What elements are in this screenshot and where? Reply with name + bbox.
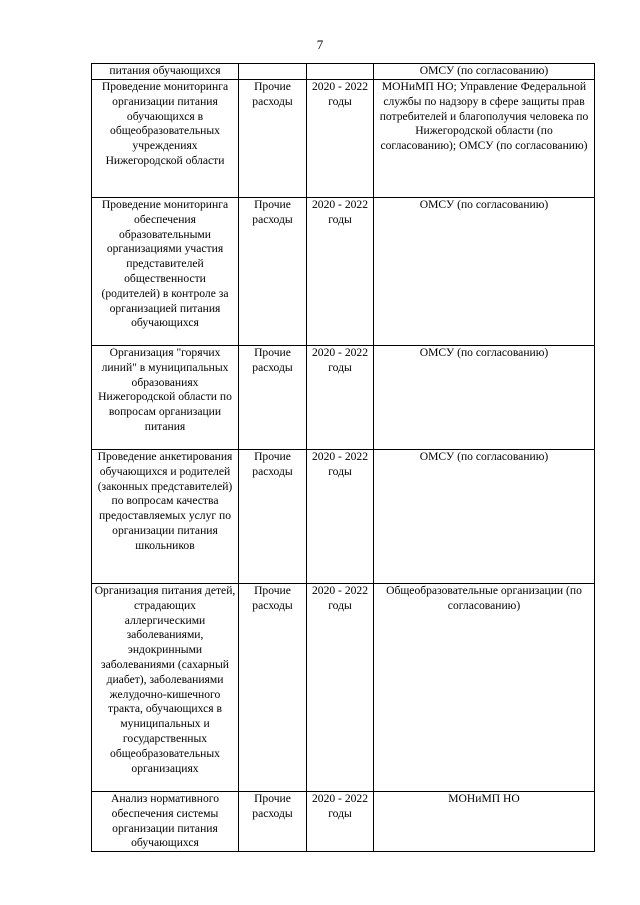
responsible-cell: ОМСУ (по согласованию) [374, 64, 595, 80]
table-row [92, 792, 595, 852]
table-row [92, 584, 595, 792]
table-row [92, 450, 595, 584]
measure-cell: питания обучающихся [92, 64, 239, 80]
funding-cell: Прочие расходы [239, 80, 307, 198]
responsible-cell: ОМСУ (по согласованию) [374, 450, 595, 584]
measure-cell: Проведение мониторинга обеспечения образовательными организациями участия представителей общественности (родителей) в контроле за организацией питания обучающихся [92, 198, 239, 346]
responsible-cell: МОНиМП НО; Управление Федеральной службы по надзору в сфере защиты прав потребителей и благополучия человека по Нижегородской области (по согласованию); ОМСУ (по согласованию) [374, 80, 595, 198]
measure-cell: Проведение анкетирования обучающихся и родителей (законных представителей) по вопросам качества предоставляемых услуг по организации питания школьников [92, 450, 239, 584]
period-cell: 2020 - 2022 годы [307, 198, 374, 346]
responsible-cell: ОМСУ (по согласованию) [374, 346, 595, 450]
table-row [92, 64, 595, 80]
period-cell: 2020 - 2022 годы [307, 346, 374, 450]
period-cell: 2020 - 2022 годы [307, 584, 374, 792]
period-cell [307, 64, 374, 80]
responsible-cell: МОНиМП НО [374, 792, 595, 852]
measures-table [91, 63, 595, 852]
funding-cell: Прочие расходы [239, 450, 307, 584]
responsible-cell: ОМСУ (по согласованию) [374, 198, 595, 346]
measure-cell: Проведение мониторинга организации питания обучающихся в общеобразовательных учреждениях Нижегородской области [92, 80, 239, 198]
period-cell: 2020 - 2022 годы [307, 80, 374, 198]
funding-cell [239, 64, 307, 80]
funding-cell: Прочие расходы [239, 792, 307, 852]
table-row [92, 80, 595, 198]
responsible-cell: Общеобразовательные организации (по согласованию) [374, 584, 595, 792]
measure-cell: Организация питания детей, страдающих аллергическими заболеваниями, эндокринными заболеваниями (сахарный диабет), заболеваниями желудочно-кишечного тракта, обучающихся в муниципальных и государственных общеобразовательных организациях [92, 584, 239, 792]
period-cell: 2020 - 2022 годы [307, 450, 374, 584]
measure-cell: Организация "горячих линий" в муниципальных образованиях Нижегородской области по вопросам организации питания [92, 346, 239, 450]
page-number: 7 [316, 37, 324, 52]
funding-cell: Прочие расходы [239, 346, 307, 450]
table-row [92, 346, 595, 450]
funding-cell: Прочие расходы [239, 198, 307, 346]
table-row [92, 198, 595, 346]
funding-cell: Прочие расходы [239, 584, 307, 792]
measure-cell: Анализ нормативного обеспечения системы организации питания обучающихся [92, 792, 239, 852]
period-cell: 2020 - 2022 годы [307, 792, 374, 852]
